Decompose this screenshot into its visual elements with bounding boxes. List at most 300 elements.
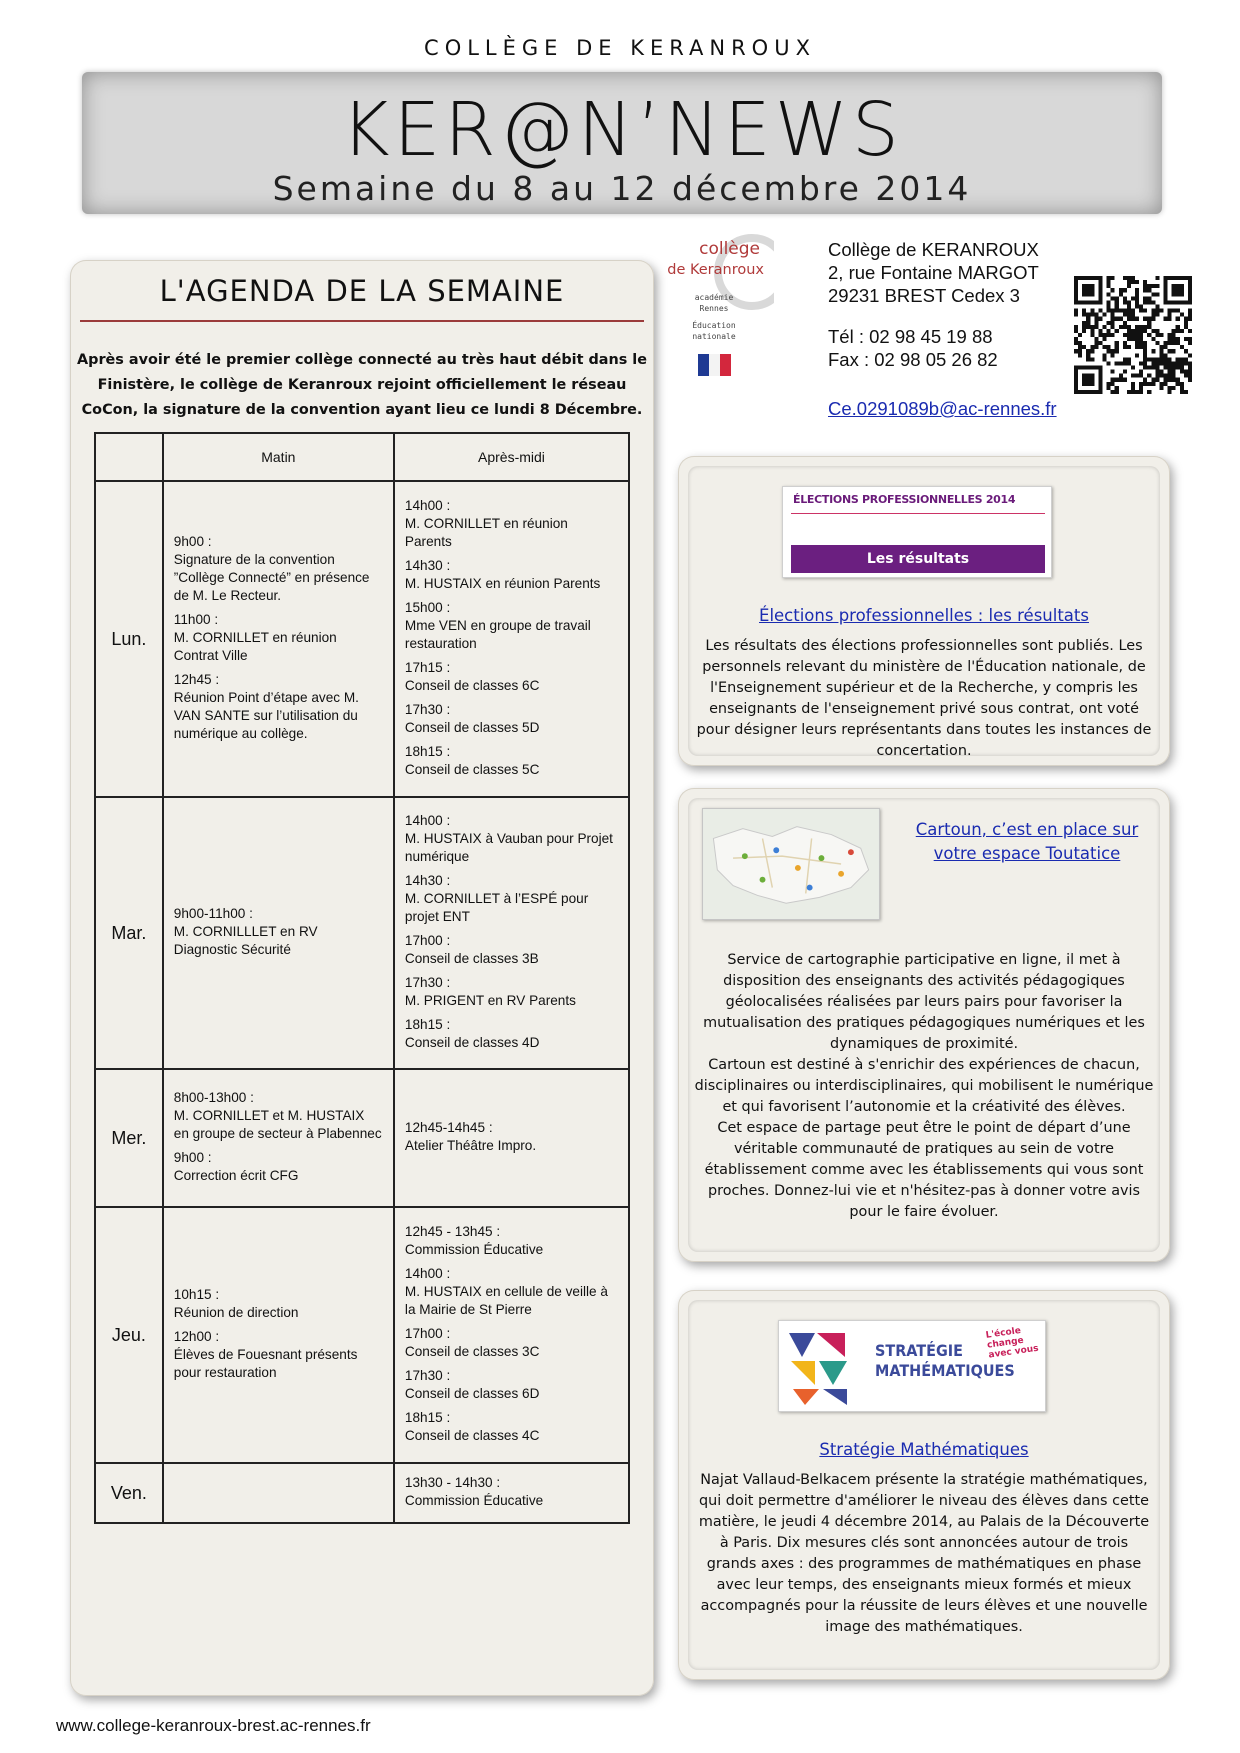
qr-module [1127, 284, 1131, 288]
map-pin [838, 871, 844, 877]
qr-module [1172, 309, 1176, 313]
qr-module [1131, 382, 1135, 386]
qr-module [1123, 333, 1127, 337]
qr-module [1111, 313, 1115, 317]
qr-module [1139, 309, 1143, 313]
agenda-afternoon-cell [394, 1207, 629, 1463]
qr-module [1094, 321, 1098, 325]
event-time: 18h15 : [404, 1017, 451, 1032]
qr-module [1102, 325, 1106, 329]
qr-module [1139, 329, 1143, 333]
qr-module [1135, 337, 1139, 341]
qr-module [1172, 386, 1176, 390]
qr-module [1131, 276, 1135, 280]
qr-module [1086, 321, 1090, 325]
qr-module [1176, 366, 1180, 370]
qr-module [1143, 296, 1147, 300]
qr-module [1111, 288, 1115, 292]
qr-module [1172, 284, 1184, 296]
qr-module [1107, 333, 1111, 337]
cartoun-link[interactable]: Cartoun, c’est en place sur votre espace Toutatice [915, 820, 1139, 863]
qr-module [1139, 390, 1143, 394]
qr-module [1151, 292, 1155, 296]
qr-module [1188, 313, 1192, 317]
header-morning: Matin [163, 433, 394, 481]
agenda-morning-cell [163, 797, 394, 1069]
contact-fax: Fax : 02 98 05 26 82 [828, 349, 998, 370]
qr-module [1131, 317, 1135, 321]
qr-module [1098, 333, 1102, 337]
qr-module [1164, 357, 1168, 361]
qr-module [1147, 357, 1151, 361]
event-time: 15h00 : [404, 600, 451, 615]
qr-module [1143, 353, 1147, 357]
qr-module [1147, 333, 1151, 337]
qr-module [1188, 370, 1192, 374]
event-time: 12h45-14h45 : [404, 1120, 493, 1135]
qr-module [1119, 292, 1123, 296]
qr-module [1176, 378, 1180, 382]
qr-module [1131, 280, 1135, 284]
qr-module [1176, 357, 1180, 361]
event-time: 14h00 : [404, 813, 451, 828]
qr-module [1135, 292, 1139, 296]
qr-module [1180, 390, 1184, 394]
qr-module [1139, 382, 1143, 386]
event-description: M. HUSTAIX en cellule de veille à la Mairie de St Pierre [404, 1284, 608, 1317]
qr-module [1172, 366, 1176, 370]
qr-module [1127, 361, 1131, 365]
qr-module [1123, 341, 1127, 345]
qr-module [1188, 317, 1192, 321]
qr-module [1155, 292, 1159, 296]
contact-line-3: 29231 BREST Cedex 3 [828, 285, 1020, 306]
qr-module [1111, 276, 1115, 280]
contact-line-1: Collège de KERANROUX [828, 239, 1039, 260]
qr-module [1155, 361, 1159, 365]
qr-module [1131, 329, 1135, 333]
qr-module [1164, 374, 1168, 378]
event-time: 12h45 - 13h45 : [404, 1224, 501, 1239]
qr-module [1147, 374, 1151, 378]
qr-module [1155, 313, 1159, 317]
qr-module [1082, 325, 1086, 329]
agenda-afternoon-cell [394, 481, 629, 797]
qr-module [1078, 345, 1082, 349]
qr-module [1123, 325, 1127, 329]
agenda-morning-cell [163, 1207, 394, 1463]
logo-sub-2: Rennes [699, 304, 729, 313]
qr-module [1127, 325, 1131, 329]
qr-module [1119, 378, 1123, 382]
qr-module [1115, 341, 1119, 345]
qr-module [1143, 349, 1147, 353]
qr-module [1143, 357, 1147, 361]
college-logo [664, 232, 774, 432]
qr-module [1151, 300, 1155, 304]
agenda-row [95, 481, 629, 797]
qr-module [1168, 357, 1172, 361]
qr-module [1143, 280, 1147, 284]
qr-module [1123, 276, 1127, 280]
qr-module [1159, 382, 1163, 386]
qr-module [1107, 280, 1111, 284]
qr-module [1090, 329, 1094, 333]
qr-module [1078, 349, 1082, 353]
contact-lines [828, 238, 1088, 371]
event-time: 17h00 : [404, 933, 451, 948]
qr-module [1147, 284, 1151, 288]
qr-module [1172, 349, 1176, 353]
qr-module [1074, 329, 1078, 333]
math-text: Najat Vallaud-Belkacem présente la stratégie mathématiques, qui doit permettre d'améliorer le niveau des élèves dans cette matière, le jeudi 4 décembre 2014, au Palais de la Découverte à Paris. Dix mesures clés sont annoncées autour de trois grands axes : des programmes de mathématiques en phase avec leur temps, des enseignants mieux formés et mieux accompagnés pour la réussite de leurs élèves et une nouvelle image des mathématiques. [698, 1472, 1150, 1635]
qr-module [1135, 329, 1139, 333]
event-time: 18h15 : [404, 744, 451, 759]
math-image-badge: L'école change avec vous [985, 1325, 1040, 1361]
qr-module [1107, 309, 1111, 313]
qr-module [1115, 329, 1119, 333]
qr-module [1168, 341, 1172, 345]
qr-module [1155, 276, 1159, 280]
math-image-title: STRATÉGIE MATHÉMATIQUES [875, 1341, 1015, 1380]
qr-module [1082, 374, 1094, 386]
qr-module [1159, 309, 1163, 313]
qr-module [1107, 276, 1111, 280]
elections-image [782, 486, 1052, 578]
qr-module [1123, 296, 1127, 300]
qr-module [1135, 333, 1139, 337]
qr-module [1135, 288, 1139, 292]
qr-module [1184, 317, 1188, 321]
qr-module [1123, 361, 1127, 365]
qr-module [1119, 317, 1123, 321]
qr-module [1135, 345, 1139, 349]
qr-module [1147, 382, 1151, 386]
qr-module [1180, 382, 1184, 386]
qr-module [1155, 329, 1159, 333]
event-description: M. CORNILLET en réunion Parents [404, 516, 568, 549]
agenda-day: Ven. [95, 1463, 163, 1523]
qr-module [1090, 313, 1094, 317]
qr-module [1176, 361, 1180, 365]
qr-module [1111, 378, 1115, 382]
qr-module [1090, 345, 1094, 349]
qr-module [1180, 366, 1184, 370]
qr-module [1180, 345, 1184, 349]
qr-module [1107, 329, 1111, 333]
map-pin [742, 853, 748, 859]
event-description: M. CORNILLET et M. HUSTAIX en groupe de secteur à Plabennec [173, 1108, 382, 1141]
qr-module [1147, 366, 1151, 370]
qr-module [1127, 276, 1131, 280]
qr-module [1086, 353, 1090, 357]
news-card-math [678, 1290, 1170, 1680]
qr-module [1119, 361, 1123, 365]
logo-text-1: collège [699, 239, 760, 259]
event-time: 14h00 : [404, 498, 451, 513]
qr-module [1115, 386, 1119, 390]
cartoun-map-image [702, 808, 880, 920]
event-description: Mme VEN en groupe de travail restauration [404, 618, 591, 651]
event-description: Conseil de classes 6D [404, 1386, 540, 1401]
qr-module [1131, 309, 1135, 313]
qr-module [1176, 317, 1180, 321]
math-shape [791, 1361, 815, 1385]
agenda-day: Jeu. [95, 1207, 163, 1463]
qr-module [1164, 353, 1168, 357]
qr-module [1168, 370, 1172, 374]
qr-module [1107, 284, 1111, 288]
qr-module [1111, 382, 1115, 386]
qr-module [1164, 361, 1168, 365]
qr-module [1119, 309, 1123, 313]
qr-module [1131, 374, 1135, 378]
qr-module [1168, 309, 1172, 313]
qr-module [1143, 309, 1147, 313]
qr-module [1074, 309, 1078, 313]
qr-module [1159, 353, 1163, 357]
qr-module [1143, 284, 1147, 288]
qr-module [1078, 333, 1082, 337]
elections-text: Les résultats des élections professionnelles sont publiés. Les personnels relevant du ministère de l'Éducation nationale, de l'Enseignement supérieur et de la Recherche, y compris les enseignants de l'enseignement privé sous contrat, ont voté pour désigner leurs représentants dans toutes les instances de concertation. [696, 638, 1152, 759]
event-description: M. CORNILLET à l’ESPÉ pour projet ENT [404, 891, 589, 924]
qr-module [1127, 333, 1131, 337]
qr-module [1115, 361, 1119, 365]
qr-module [1127, 304, 1131, 308]
qr-module [1090, 349, 1094, 353]
qr-module [1188, 309, 1192, 313]
qr-module [1135, 300, 1139, 304]
event-time: 13h30 - 14h30 : [404, 1475, 501, 1490]
qr-module [1143, 288, 1147, 292]
qr-module [1172, 337, 1176, 341]
qr-module [1176, 325, 1180, 329]
school-name: COLLÈGE DE KERANROUX [424, 36, 816, 60]
qr-module [1115, 296, 1119, 300]
qr-module [1107, 345, 1111, 349]
qr-module [1115, 317, 1119, 321]
qr-module [1151, 366, 1155, 370]
qr-module [1139, 333, 1143, 337]
event-time: 10h15 : [173, 1287, 220, 1302]
qr-module [1131, 333, 1135, 337]
agenda-afternoon-cell [394, 1463, 629, 1523]
qr-module [1155, 333, 1159, 337]
flag-white [709, 354, 720, 376]
agenda-day: Mer. [95, 1069, 163, 1207]
qr-module [1135, 325, 1139, 329]
contact-email-link[interactable]: Ce.0291089b@ac-rennes.fr [828, 398, 1057, 419]
qr-module [1180, 329, 1184, 333]
math-shape [793, 1389, 819, 1405]
qr-module [1151, 378, 1155, 382]
qr-module [1098, 341, 1102, 345]
qr-module [1094, 325, 1098, 329]
qr-module [1115, 300, 1119, 304]
math-shape [819, 1361, 847, 1385]
qr-module [1188, 361, 1192, 365]
qr-module [1090, 333, 1094, 337]
event-description: M. PRIGENT en RV Parents [404, 993, 576, 1008]
qr-module [1168, 366, 1172, 370]
qr-module [1176, 341, 1180, 345]
qr-module [1147, 325, 1151, 329]
qr-module [1123, 321, 1127, 325]
qr-module [1094, 345, 1098, 349]
agenda-intro: Après avoir été le premier collège connecté au très haut débit dans le Finistère, le collège de Keranroux rejoint officiellement le réseau CoCon, la signature de la convention ayant lieu ce lundi 8 Décembre. [77, 352, 647, 418]
qr-module [1078, 341, 1082, 345]
qr-module [1159, 374, 1163, 378]
math-shape [823, 1389, 847, 1405]
qr-module [1123, 357, 1127, 361]
event-description: Atelier Théâtre Impro. [404, 1138, 537, 1153]
qr-module [1168, 349, 1172, 353]
elections-link[interactable]: Élections professionnelles : les résultats [759, 606, 1089, 625]
qr-module [1127, 317, 1131, 321]
qr-module [1127, 300, 1131, 304]
qr-module [1135, 341, 1139, 345]
qr-module [1151, 309, 1155, 313]
contact-tel: Tél : 02 98 45 19 88 [828, 326, 993, 347]
qr-module [1155, 366, 1159, 370]
event-description: Conseil de classes 3C [404, 1344, 540, 1359]
qr-module [1127, 390, 1131, 394]
qr-module [1143, 378, 1147, 382]
qr-module [1184, 337, 1188, 341]
qr-module [1139, 374, 1143, 378]
qr-module [1151, 317, 1155, 321]
qr-module [1172, 341, 1176, 345]
qr-module [1168, 313, 1172, 317]
event-time: 12h00 : [173, 1329, 220, 1344]
logo-text-2: de Keranroux [667, 262, 764, 278]
qr-module [1086, 357, 1090, 361]
qr-module [1094, 317, 1098, 321]
newsletter-title: KER@N’NEWS [341, 87, 903, 173]
qr-module [1184, 390, 1188, 394]
agenda-row [95, 1207, 629, 1463]
event-description: Élèves de Fouesnant présents pour restauration [173, 1347, 358, 1380]
qr-module [1143, 329, 1147, 333]
qr-module [1188, 366, 1192, 370]
qr-module [1147, 317, 1151, 321]
qr-module [1159, 349, 1163, 353]
event-time: 17h30 : [404, 702, 451, 717]
event-time: 17h15 : [404, 660, 451, 675]
qr-module [1123, 309, 1127, 313]
qr-module [1147, 288, 1151, 292]
qr-module [1107, 386, 1111, 390]
qr-module [1111, 349, 1115, 353]
math-logo-icon [785, 1327, 855, 1407]
qr-module [1155, 284, 1159, 288]
qr-module [1131, 366, 1135, 370]
qr-module [1074, 337, 1078, 341]
flag-blue [698, 354, 709, 376]
qr-module [1123, 300, 1127, 304]
qr-module [1151, 361, 1155, 365]
event-time: 9h00-11h00 : [173, 906, 253, 921]
qr-module [1123, 313, 1127, 317]
qr-module [1131, 337, 1135, 341]
agenda-header-row [95, 433, 629, 481]
qr-module [1119, 288, 1123, 292]
qr-module [1184, 325, 1188, 329]
qr-module [1139, 341, 1143, 345]
qr-module [1074, 313, 1078, 317]
header-afternoon: Après-midi [394, 433, 629, 481]
qr-module [1139, 386, 1143, 390]
title-banner [82, 72, 1162, 214]
qr-module [1168, 374, 1172, 378]
event-description: M. HUSTAIX en réunion Parents [404, 576, 601, 591]
map-pin [773, 847, 779, 853]
qr-module [1111, 309, 1115, 313]
agenda-table [94, 432, 630, 1524]
event-description: Réunion Point d’étape avec M. VAN SANTE sur l’utilisation du numérique au collège. [173, 690, 359, 741]
qr-module [1143, 317, 1147, 321]
qr-module [1155, 374, 1159, 378]
qr-module [1090, 357, 1094, 361]
qr-module [1102, 333, 1106, 337]
qr-module [1102, 357, 1106, 361]
event-description: Conseil de classes 4D [404, 1035, 540, 1050]
math-link[interactable]: Stratégie Mathématiques [819, 1440, 1029, 1459]
qr-module [1168, 317, 1172, 321]
qr-module [1086, 325, 1090, 329]
qr-module [1143, 325, 1147, 329]
qr-module [1168, 390, 1172, 394]
event-time: 9h00 : [173, 534, 212, 549]
qr-module [1135, 317, 1139, 321]
qr-module [1111, 390, 1115, 394]
qr-module [1086, 349, 1090, 353]
agenda-row [95, 797, 629, 1069]
qr-module [1127, 337, 1131, 341]
qr-module [1168, 333, 1172, 337]
qr-module [1115, 349, 1119, 353]
event-description: Commission Éducative [404, 1493, 544, 1508]
qr-module [1127, 309, 1131, 313]
qr-module [1094, 313, 1098, 317]
logo-sub-3: Éducation [692, 321, 736, 330]
qr-module [1184, 370, 1188, 374]
event-time: 8h00-13h00 : [173, 1090, 254, 1105]
qr-module [1143, 366, 1147, 370]
qr-module [1102, 345, 1106, 349]
qr-module [1135, 280, 1139, 284]
qr-module [1127, 357, 1131, 361]
footer-url[interactable]: www.college-keranroux-brest.ac-rennes.fr [56, 1716, 371, 1735]
qr-module [1188, 353, 1192, 357]
qr-module [1098, 309, 1102, 313]
qr-module [1078, 353, 1082, 357]
qr-module [1131, 296, 1135, 300]
math-image [778, 1320, 1046, 1412]
qr-module [1143, 341, 1147, 345]
event-description: Conseil de classes 5D [404, 720, 540, 735]
qr-module [1151, 349, 1155, 353]
qr-module [1188, 374, 1192, 378]
flag-red [720, 354, 731, 376]
qr-module [1143, 300, 1147, 304]
math-shape [789, 1333, 815, 1357]
qr-module [1184, 374, 1188, 378]
qr-module [1184, 361, 1188, 365]
qr-module [1139, 370, 1143, 374]
qr-module [1184, 349, 1188, 353]
qr-module [1111, 353, 1115, 357]
